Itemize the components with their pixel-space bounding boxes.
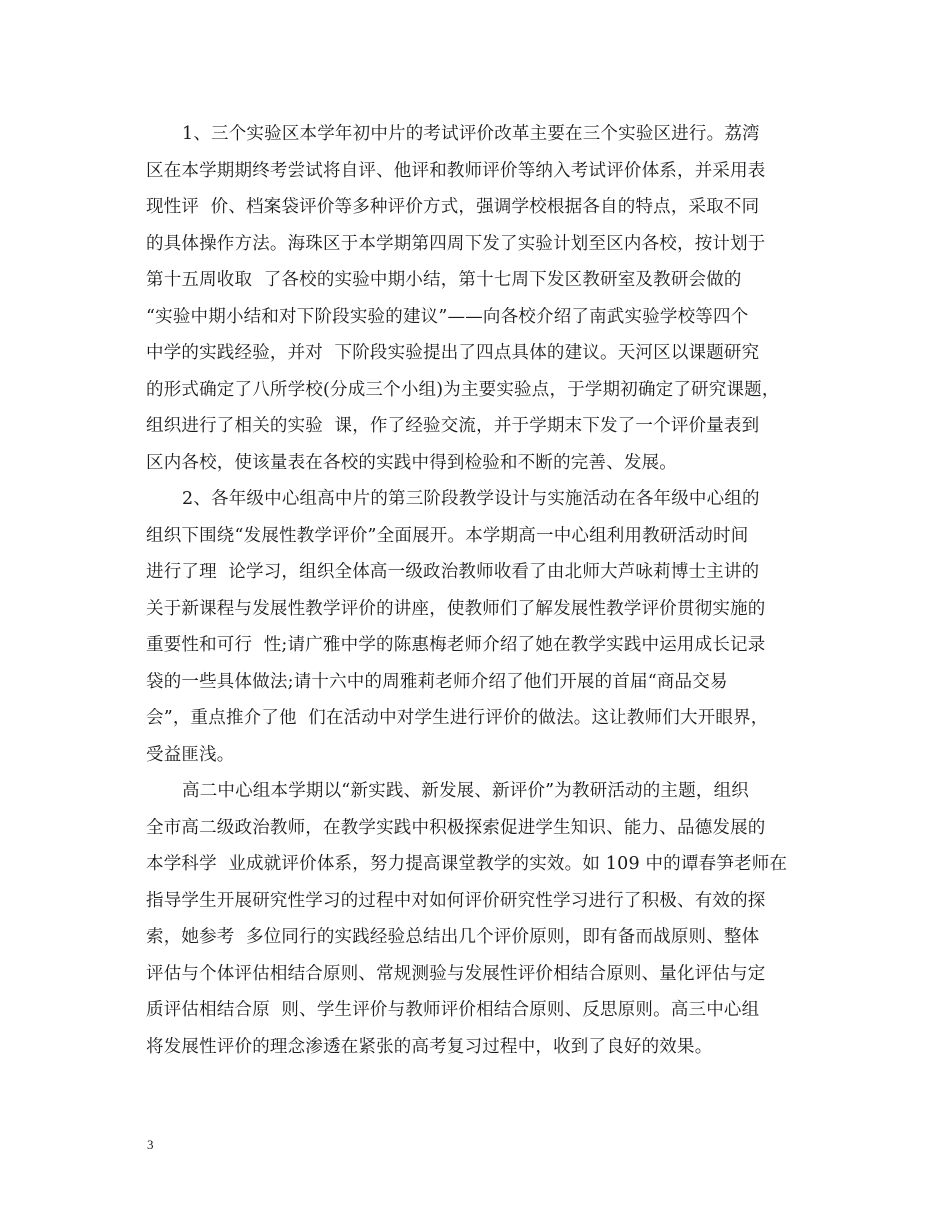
text-line: 的形式确定了八所学校(分成三个小组)为主要实验点，于学期初确定了研究课题， (146, 379, 780, 400)
text-line: 关于新课程与发展性教学评价的讲座，使教师们了解发展性教学评价贯彻实施的 (146, 598, 766, 619)
page-number: 3 (147, 1137, 154, 1152)
text-line: 将发展性评价的理念渗透在紧张的高考复习过程中，收到了良好的效果。 (146, 1036, 713, 1057)
text-line: 受益匪浅。 (146, 744, 235, 765)
text-line: 1、三个实验区本学年初中片的考试评价改革主要在三个实验区进行。荔湾 (182, 124, 760, 144)
text-line: 全市高二级政治教师，在教学实践中积极探索促进学生知识、能力、品德发展的 (146, 817, 766, 838)
text-line: 评估与个体评估相结合原则、常规测验与发展性评价相结合原则、量化评估与定 (146, 963, 766, 984)
text-line: 索，她参考 多位同行的实践经验总结出几个评价原则，即有备而战原则、整体 (146, 927, 760, 947)
body-text (146, 116, 796, 1065)
text-line: 重要性和可行 性;请广雅中学的陈惠梅老师介绍了她在教学实践中运用成长记录 (146, 635, 766, 655)
text-line: 指导学生开展研究性学习的过程中对如何评价研究性学习进行了积极、有效的探 (146, 890, 766, 911)
text-line: 中学的实践经验，并对 下阶段实验提出了四点具体的建议。天河区以课题研究 (146, 343, 760, 363)
text-line: 袋的一些具体做法;请十六中的周雅莉老师介绍了他们开展的首届“商品交易 (146, 671, 728, 692)
text-line: 本学科学 业成就评价体系，努力提高课堂教学的实效。如 109 中的谭春笋老师在 (146, 854, 788, 874)
text-line: 的具体操作方法。海珠区于本学期第四周下发了实验计划至区内各校，按计划于 (146, 233, 766, 254)
text-line: 会”，重点推介了他 们在活动中对学生进行评价的做法。这让教师们大开眼界， (146, 708, 769, 728)
text-line: 第十五周收取 了各校的实验中期小结，第十七周下发区教研室及教研会做的 (146, 270, 742, 290)
text-line: 质评估相结合原 则、学生评价与教师评价相结合原则、反思原则。高三中心组 (146, 1000, 760, 1020)
text-line: 进行了理 论学习，组织全体高一级政治教师收看了由北师大芦咏莉博士主讲的 (146, 562, 760, 582)
text-line: 组织进行了相关的实验 课，作了经验交流，并于学期末下发了一个评价量表到 (146, 416, 760, 436)
text-line: 区内各校，使该量表在各校的实践中得到检验和不断的完善、发展。 (146, 452, 677, 473)
text-line: 组织下围绕“发展性教学评价”全面展开。本学期高一中心组利用教研活动时间 (146, 525, 749, 546)
text-line: 2、各年级中心组高中片的第三阶段教学设计与实施活动在各年级中心组的 (182, 489, 760, 509)
text-line: “实验中期小结和对下阶段实验的建议”——向各校介绍了南武实验学校等四个 (146, 306, 749, 327)
text-line: 区在本学期期终考尝试将自评、他评和教师评价等纳入考试评价体系，并采用表 (146, 160, 766, 181)
text-line: 现性评 价、档案袋评价等多种评价方式，强调学校根据各自的特点，采取不同 (146, 197, 760, 217)
text-line: 高二中心组本学期以“新实践、新发展、新评价”为教研活动的主题，组织 (182, 781, 749, 801)
